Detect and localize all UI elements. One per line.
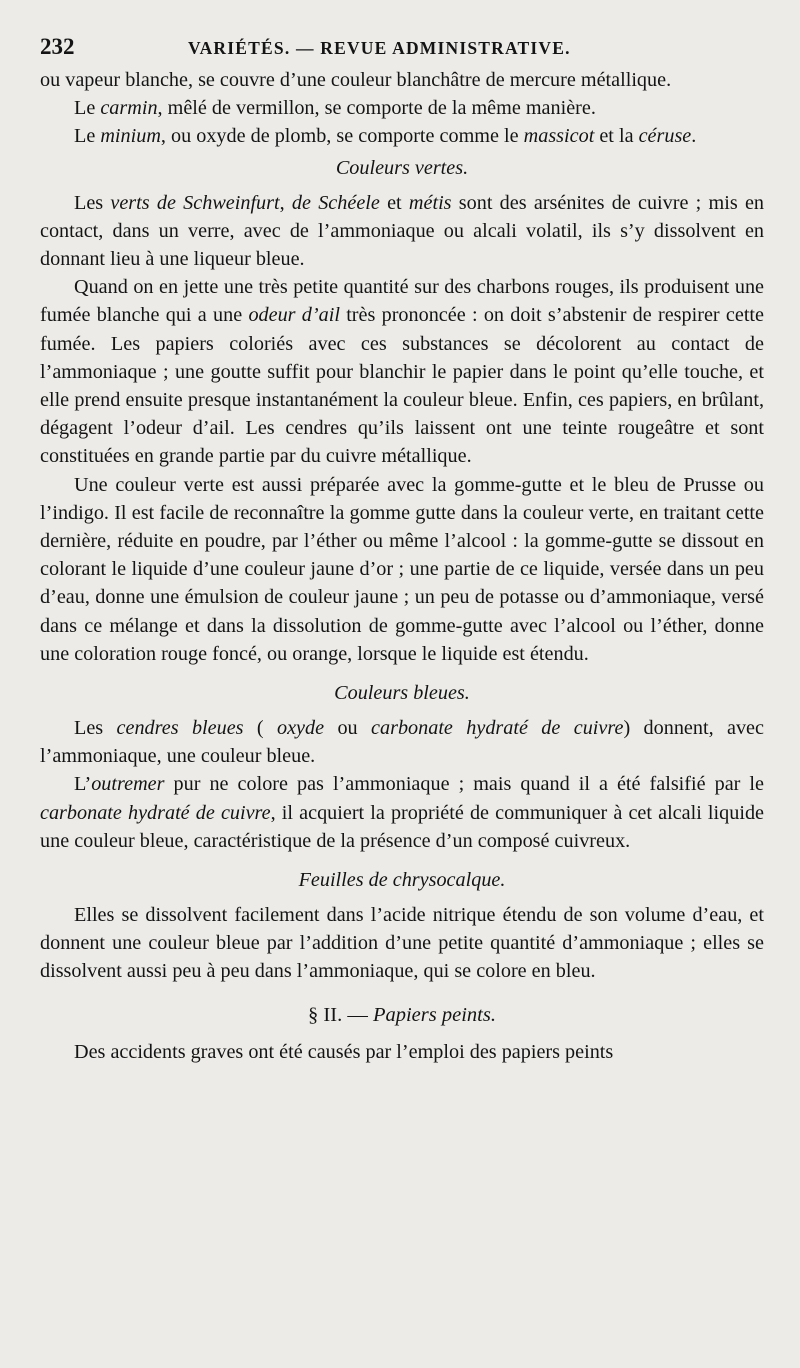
paragraph-minium bbox=[40, 122, 764, 150]
text: sont des arsénites de cuivre ; mis en contact, dans un verre, avec de l’ammoniaque ou alcali volatil, ils s’y dissolvent en donnant lieu à une liqueur bleue. bbox=[40, 191, 764, 271]
italic-term: carbonate hydraté de cuivre bbox=[40, 801, 271, 824]
text: pur ne colore pas l’ammoniaque ; mais quand il a été falsifié par le bbox=[164, 773, 764, 796]
running-head bbox=[40, 34, 764, 66]
page-number: 232 bbox=[40, 34, 75, 59]
heading-feuilles-chrysocalque: Feuilles de chrysocalque. bbox=[298, 869, 506, 892]
section-heading-papiers-peints bbox=[40, 1000, 764, 1030]
paragraph-accidents: Des accidents graves ont été causés par l’emploi des papiers peints bbox=[74, 1040, 614, 1063]
section-title: Papiers peints. bbox=[372, 1003, 496, 1026]
italic-term: carbonate hydraté de cuivre bbox=[371, 717, 624, 740]
text: , bbox=[279, 191, 292, 214]
italic-term: verts de Schweinfurt bbox=[110, 191, 280, 214]
italic-term: carmin bbox=[100, 97, 158, 120]
text: ) donnent, avec l’ammoniaque, une couleur bleue. bbox=[40, 717, 764, 768]
text: . bbox=[691, 125, 697, 148]
running-title: VARIÉTÉS. — REVUE ADMINISTRATIVE. bbox=[188, 38, 571, 58]
paragraph-cendres-bleues bbox=[40, 714, 764, 770]
italic-term: oxyde bbox=[277, 717, 325, 740]
text: et bbox=[379, 191, 409, 214]
page-body bbox=[40, 66, 764, 1066]
italic-term: minium bbox=[100, 125, 161, 148]
paragraph-verts bbox=[40, 189, 764, 274]
heading-couleurs-bleues: Couleurs bleues. bbox=[334, 682, 470, 705]
text: , ou oxyde de plomb, se comporte comme le bbox=[160, 125, 524, 148]
section-number: § II. — bbox=[308, 1003, 373, 1026]
italic-term: cendres bleues bbox=[116, 717, 244, 740]
text: très prononcée : on doit s’abstenir de respirer cette fumée. Les papiers coloriés avec ces substances se décolorent au contact de l’ammoniaque ; une goutte suffit pour blanchir le papier dans le point qu’elle touche, et elle prend ensuite presque instantanément la couleur bleue. Enfin, ces papiers, en brûlant, dégagent l’odeur d’ail. Les cendres qu’ils laissent ont une teinte rougeâtre et sont constituées en grande partie par du cuivre métallique. bbox=[40, 304, 765, 468]
italic-term: céruse bbox=[638, 125, 692, 148]
italic-term: de Schéele bbox=[291, 191, 380, 214]
italic-term: outremer bbox=[91, 773, 165, 796]
italic-term: massicot bbox=[523, 125, 595, 148]
text: Les bbox=[74, 717, 117, 740]
text: , il acquiert la propriété de communiquer à cet alcali liquide une couleur bleue, caractéristique de la présence d’un composé cuivreux. bbox=[40, 801, 765, 852]
paragraph-1: ou vapeur blanche, se couvre d’une couleur blanchâtre de mercure métallique. bbox=[40, 69, 672, 91]
text: et la bbox=[594, 125, 639, 148]
italic-term: odeur d’ail bbox=[248, 304, 340, 327]
text: , mêlé de vermillon, se comporte de la même manière. bbox=[157, 97, 596, 120]
text: ou bbox=[324, 717, 372, 740]
paragraph-gomme-gutte: Une couleur verte est aussi préparée avec la gomme-gutte et le bleu de Prusse ou l’indigo. Il est facile de reconnaître la gomme gutte dans la couleur verte, en traitant cette dernière, réduite en poudre, par l’éther ou même l’alcool : la gomme-gutte se dissout en colorant le liquide d’une couleur jaune d’or ; une partie de ce liquide, versée dans un peu d’eau, donne une émulsion de couleur jaune ; un peu de potasse ou d’ammoniaque, versé dans ce mélange et dans la dissolution de gomme-gutte avec l’alcool ou l’éther, donne une coloration rouge foncé, ou orange, lorsque le liquide est étendu. bbox=[40, 473, 764, 665]
paragraph-chrysocalque: Elles se dissolvent facilement dans l’acide nitrique étendu de son volume d’eau, et donnent une couleur bleue par l’addition d’une petite quantité d’ammoniaque ; elles se dissolvent aussi peu à peu dans l’ammoniaque, qui se colore en bleu. bbox=[40, 904, 764, 983]
paragraph-charbons bbox=[40, 273, 764, 470]
text: Le bbox=[74, 125, 101, 148]
text: Les bbox=[74, 191, 111, 214]
heading-couleurs-vertes: Couleurs vertes. bbox=[335, 156, 469, 179]
text: Quand on en jette une très petite quantité sur des charbons rouges, ils produisent une fumée blanche qui a une bbox=[40, 276, 764, 327]
italic-term: métis bbox=[408, 191, 452, 214]
text: ( bbox=[243, 717, 277, 740]
paragraph-outremer bbox=[40, 770, 764, 855]
text: Le bbox=[74, 97, 101, 120]
paragraph-carmin bbox=[40, 94, 764, 122]
text: L’ bbox=[74, 773, 92, 796]
